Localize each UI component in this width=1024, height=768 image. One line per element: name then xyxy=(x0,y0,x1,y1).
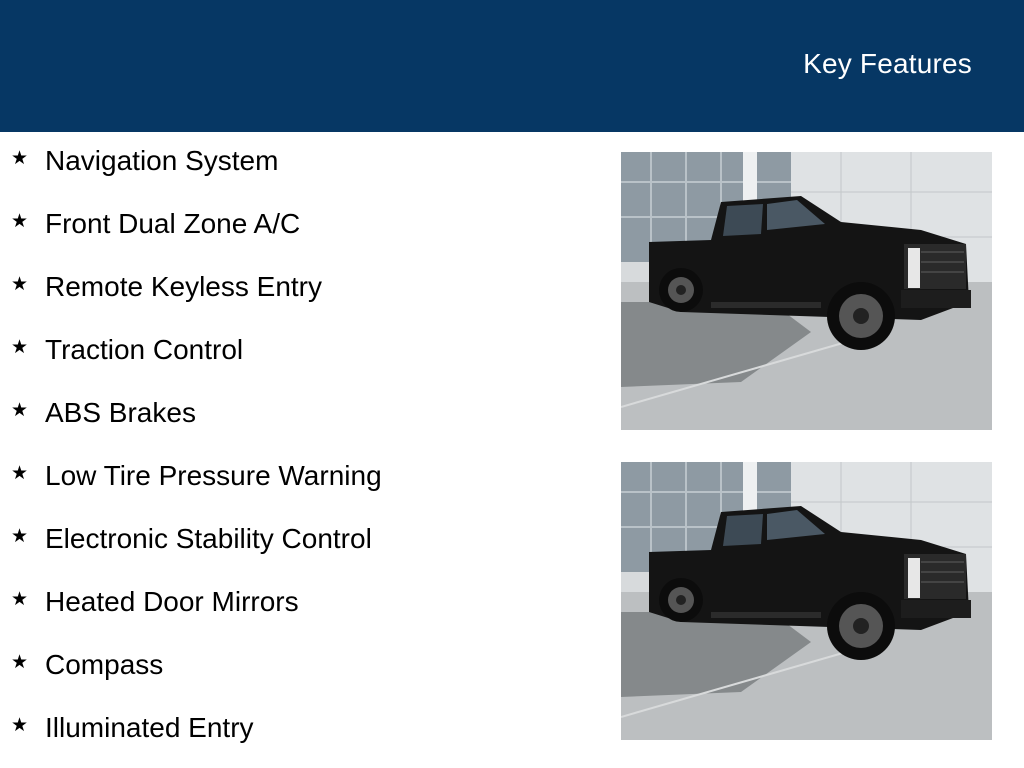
feature-label: ABS Brakes xyxy=(45,397,196,428)
list-item xyxy=(0,384,600,428)
feature-label: Traction Control xyxy=(45,334,244,365)
feature-label: Remote Keyless Entry xyxy=(45,271,322,302)
page-title: Key Features xyxy=(803,48,972,79)
list-item xyxy=(0,195,600,239)
feature-label: Low Tire Pressure Warning xyxy=(45,460,382,491)
star-icon: ★ xyxy=(11,211,29,232)
list-item xyxy=(0,132,600,176)
list-item xyxy=(0,636,600,680)
feature-label: Electronic Stability Control xyxy=(45,523,372,554)
star-icon: ★ xyxy=(11,463,29,484)
list-item xyxy=(0,510,600,554)
list-item xyxy=(0,699,600,743)
feature-label: Compass xyxy=(45,649,164,680)
header-banner xyxy=(0,0,1024,132)
star-icon: ★ xyxy=(11,337,29,358)
feature-label: Front Dual Zone A/C xyxy=(45,208,301,239)
truck-photo-1 xyxy=(621,152,992,430)
feature-label: Navigation System xyxy=(45,145,279,176)
star-icon: ★ xyxy=(11,652,29,673)
star-icon: ★ xyxy=(11,274,29,295)
star-icon: ★ xyxy=(11,148,29,169)
truck-photo-2 xyxy=(621,462,992,740)
feature-label: Heated Door Mirrors xyxy=(45,586,299,617)
list-item xyxy=(0,321,600,365)
list-item xyxy=(0,447,600,491)
star-icon: ★ xyxy=(11,589,29,610)
star-icon: ★ xyxy=(11,715,29,736)
list-item xyxy=(0,573,600,617)
feature-label: Illuminated Entry xyxy=(45,712,254,743)
star-icon: ★ xyxy=(11,526,29,547)
list-item xyxy=(0,258,600,302)
star-icon: ★ xyxy=(11,400,29,421)
